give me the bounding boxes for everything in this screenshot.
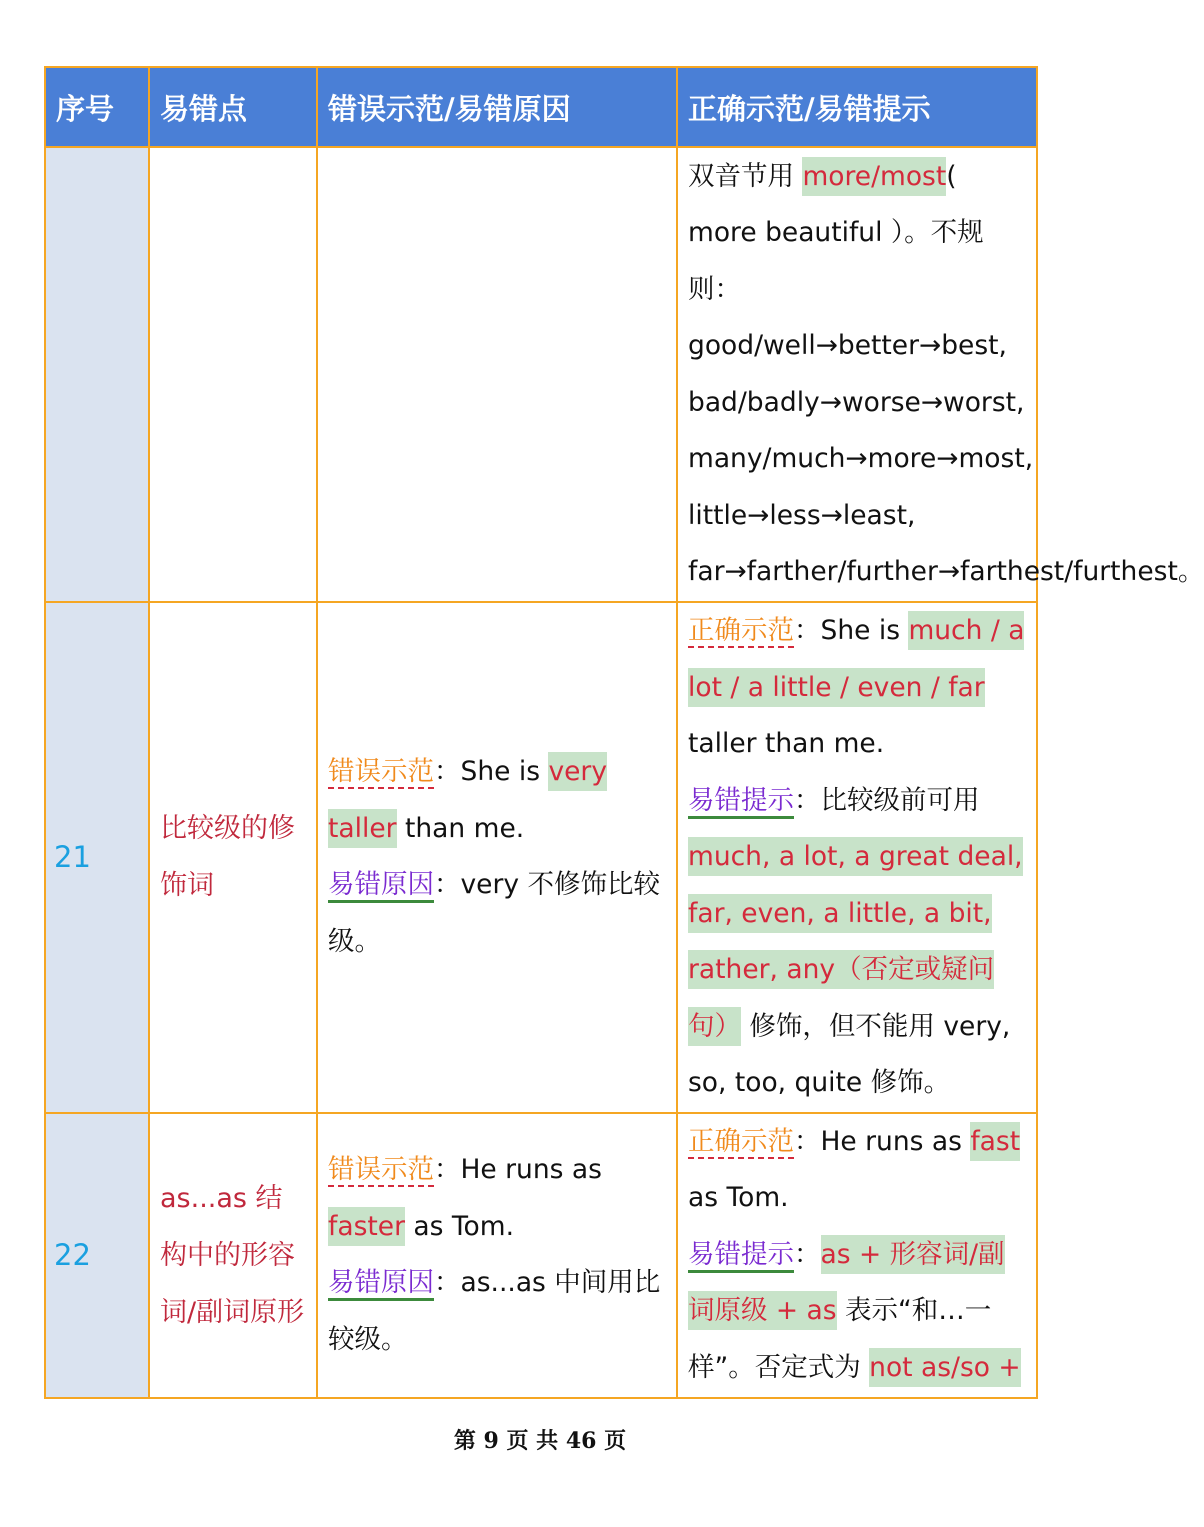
correct-example-cell: 双音节用 more/most( more beautiful ）。不规则：good/well→better→best, bad/badly→worse→worst, many/much→more→most, little→less→least, far→farther/further→farthest/furthest。 (677, 147, 1037, 602)
correct-example-cell: 正确示范：He runs as fast as Tom. 易错提示：as + 形容词/副词原级 + as 表示“和…一样”。否定式为 not as/so + (677, 1113, 1037, 1398)
error-table (44, 66, 1204, 1399)
highlight-text: much / a lot / a little / even / far (688, 611, 1024, 707)
header-error-point: 易错点 (149, 67, 317, 147)
error-reason-label: 易错原因 (328, 1267, 434, 1301)
header-wrong-example: 错误示范/易错原因 (317, 67, 677, 147)
highlight-text: faster (328, 1207, 405, 1246)
row-number-cell (45, 147, 149, 602)
highlight-text: fast (970, 1122, 1020, 1161)
highlight-text: not as/so + (869, 1348, 1020, 1387)
wrong-example-label: 错误示范 (328, 1154, 434, 1185)
table-header-row (45, 67, 1037, 147)
highlight-text: much, a lot, a great deal, far, even, a little, a bit, rather, any（否定或疑问句） (688, 837, 1023, 1046)
error-point: 比较级的修饰词 (149, 602, 317, 1113)
error-point-cell (149, 147, 317, 602)
error-tip-label: 易错提示 (688, 1239, 794, 1273)
error-tip-label: 易错提示 (688, 785, 794, 819)
correct-example-label: 正确示范 (688, 1125, 794, 1157)
correct-example-cell: 正确示范：She is much / a lot / a little / even / far taller than me. 易错提示：比较级前可用much, a lot, a great deal, far, even, a little, a bit, rather, any（否定或疑问句） 修饰，但不能用 very, so, too, quite 修饰。 (677, 602, 1037, 1113)
table-row (45, 147, 1037, 602)
page-footer: 第 9 页 共 46 页 (453, 1428, 627, 1454)
wrong-example-cell: 错误示范：He runs as faster as Tom. 易错原因：as...as 中间用比较级。 (317, 1113, 677, 1398)
row-number: 21 (45, 602, 149, 1113)
wrong-example-cell (317, 147, 677, 602)
error-reason-label: 易错原因 (328, 869, 434, 903)
wrong-example-label: 错误示范 (328, 756, 434, 788)
header-number: 序号 (45, 67, 149, 147)
error-point: as...as 结构中的形容词/副词原形 (149, 1113, 317, 1398)
wrong-example-cell: 错误示范：She is very taller than me. 易错原因：very 不修饰比较级。 (317, 602, 677, 1113)
highlight-text: more/most (802, 157, 946, 196)
table-row (45, 602, 1037, 1113)
highlight-text: very taller (328, 752, 607, 848)
correct-example-label: 正确示范 (688, 615, 794, 646)
highlight-text: as + 形容词/副词原级 + as (688, 1235, 1005, 1331)
row-number: 22 (45, 1113, 149, 1398)
table-row (45, 1113, 1037, 1398)
header-correct-example: 正确示范/易错提示 (677, 67, 1037, 147)
